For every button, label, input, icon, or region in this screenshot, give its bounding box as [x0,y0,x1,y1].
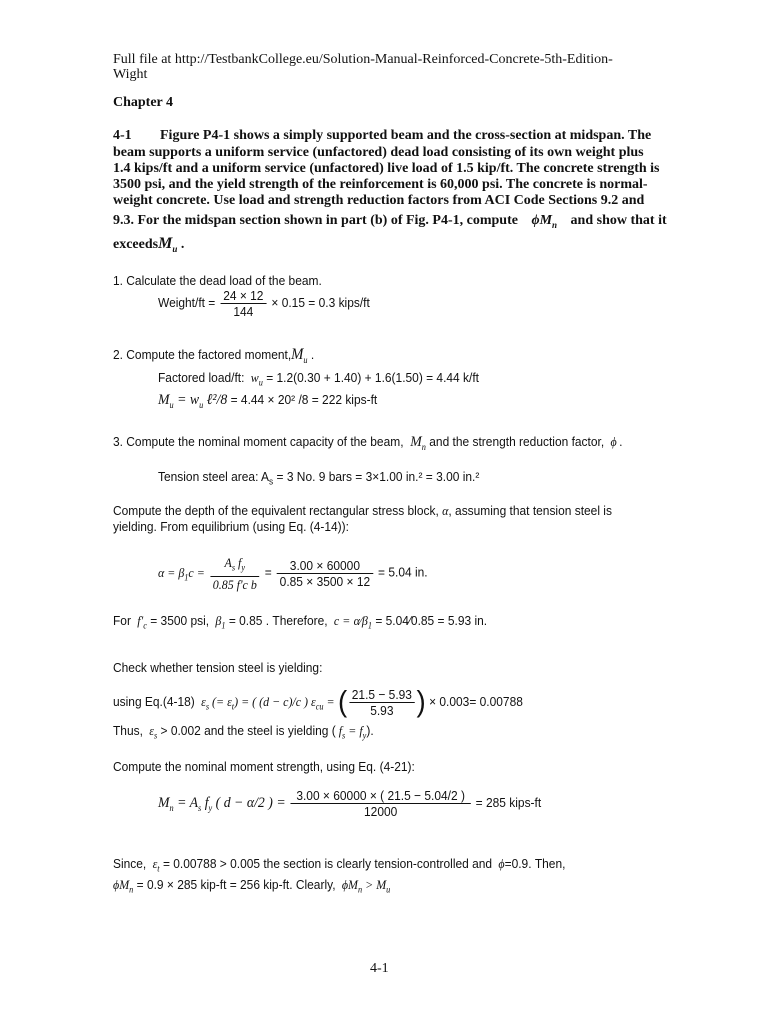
mn-unit: kips-ft [509,794,542,810]
since-c: =0.9. Then, [504,856,566,871]
step1-title: 1. Calculate the dead load of the beam. [113,273,322,288]
weight-label: Weight/ft = [158,294,216,310]
c-equation: For $f'_c = 3500$ psi, $\beta_1 = 0.85$ . Therefore, $c = \alpha⁄\beta_1$ = 5.04⁄0.85 = 5.93 in. [113,613,488,631]
alpha-fraction-numeric [277,558,373,589]
problem-line-2: beam supports a uniform service (unfactored) dead load consisting of its own weight plus [113,145,644,160]
depth-line-1-text: Compute the depth of the equivalent rectangular stress block, [113,503,439,518]
wu-symbol: $w_u$ [247,370,263,388]
thus-line [113,722,374,745]
mn-lhs: $M_n = A_s$ $f_y$ ( d − α/2 ) = [158,794,286,813]
problem-line-6-rest: and show that it [570,213,667,228]
problem-line-5: weight concrete. Use load and strength reduction factors from ACI Code Sections 9.2 and [113,193,645,208]
nominal-title: Compute the nominal moment strength, using Eq. (4-21): [113,759,415,774]
for-label: For [113,613,131,628]
page-number: 4-1 [370,961,389,976]
tension-area-line: Tension steel area: $A_s = 3$ No. 9 bars = 3×1.00 in.² = 3.00 in.² [158,469,480,487]
step1-equation [158,288,370,319]
c-den: 0.85 [410,613,435,628]
fs-fy-symbol: $f_s = f_y$ [335,723,367,741]
mn-symbol: $M_n$ [406,434,426,452]
beta-symbol: $\beta_1$ [212,613,226,631]
using-eq: using Eq.(4-18) [113,693,195,709]
since-a: Since, [113,856,147,871]
c-symbol: c = [330,613,351,628]
source-url-line1: Full file at http://TestbankCollege.eu/Solution-Manual-Reinforced-Concrete-5th-Edition- [113,52,613,67]
weight-fraction-num: 24 × 12 [220,288,266,304]
eps-t-symbol: $\varepsilon_t$ [149,856,160,874]
strain-frac-num: 21.5 − 5.93 [349,687,415,703]
factored-load-eq: = 1.2(0.30 + 1.40) + 1.6(1.50) = 4.44 k/ft [266,370,479,385]
mn-num-frac-den: 2 [451,788,458,803]
strain-fraction [349,687,415,718]
beta-eq: = 0.85 . Therefore, [228,613,328,628]
step3-title [113,433,623,456]
alpha-symbol: α [442,503,449,518]
mn-equation [158,788,541,819]
left-paren: ( [337,685,348,719]
as-symbol: A [224,555,232,570]
problem-line-1: Figure P4-1 shows a simply supported beam and the cross-section at midspan. The [160,128,652,143]
depth-line-1b: , assuming that tension steel is [448,503,612,518]
strain-equation [113,687,523,718]
strain-lhs: $\varepsilon_s$ (= $\varepsilon_t$) = ( (d − c)/c ) $\varepsilon_{cu}$ = [198,693,335,712]
alpha-equation: $\alpha = \beta_1c$ = $\frac{A_s f_y}{\text{0.85 f'c b}}$ = $\frac{3.00 \times 60000}{0.85 \times 3500 \times 12}$ = 5.04 in. [158,555,428,592]
alpha-result: = 5.04 in. [378,564,428,580]
moment-line [158,391,377,414]
mn-num-frac-num: 5.04 [424,788,448,803]
problem-line-6 [113,212,667,234]
thus-b: > 0.002 and the steel is yielding ( [160,723,336,738]
phi-mn-symbol-2: $\phi M_n$ [113,877,134,895]
since-b: = 0.00788 > 0.005 the section is clearly tension-controlled and [162,856,493,871]
alpha-lhs: $\alpha = \beta_1c$ = [158,564,205,583]
c-num: 5.04 [385,613,409,628]
depth-line-2: yielding. From equilibrium (using Eq. (4-14)): [113,519,349,534]
check-title: Check whether tension steel is yielding: [113,660,323,675]
problem-line-3: 1.4 kips/ft and a uniform service (unfactored) live load of 1.5 kip/ft. The concrete strength is [113,161,660,176]
alpha-over-beta: $\alpha⁄\beta_1$ [353,613,373,631]
weight-fraction [220,288,266,319]
step3-title-b: and the strength reduction factor, [429,434,605,449]
mn-frac-num: 3.00 × 60000 × ( 21.5 − 5.04/2 ) [291,788,471,804]
strain-result: × 0.003= 0.00788 [429,693,523,709]
tension-area-rest: = 3 No. 9 bars = 3×1.00 in.² = 3.00 in.² [276,469,480,484]
thus-a: Thus, [113,723,143,738]
fc-eq: = 3500 psi, [150,613,210,628]
moment-eq: = 4.44 × 20² /8 = 222 kips-ft [230,392,378,407]
phi-symbol-2: ϕ [495,856,505,871]
final-a: = 0.9 × 285 kip-ft = 256 kip-ft. Clearly, [136,877,336,892]
fc-symbol: $f'_c$ [134,613,147,631]
phi-symbol: ϕ . [607,434,623,449]
mu-symbol-3: $M_u = w_u$ ℓ²/8 [158,392,228,410]
alpha-frac-den2: 0.85 × 3500 × 12 [279,573,371,589]
alpha-frac-num2: 3.00 × 60000 [277,558,373,574]
weight-fraction-den: 144 [233,304,254,319]
thus-c: ). [366,723,374,738]
final-line [113,876,390,899]
mn-fraction [291,788,471,819]
problem-line-6-text: 9.3. For the midspan section shown in part (b) of Fig. P4-1, compute [113,213,518,228]
factored-load-line [158,369,479,392]
alpha-frac-num: $A_s$ $f_y$ [210,555,260,577]
problem-line-7: exceedsM$_u$ . [113,235,185,255]
eps-s-symbol: $\varepsilon_s$ [146,723,158,741]
step2-title-text: 2. Compute the factored moment, [113,347,292,362]
phi-mn-symbol: $\phi M_n$ [531,213,558,230]
depth-line-1 [113,502,612,519]
step2-title: 2. Compute the factored $moment,M_u$ . [113,346,315,366]
source-url-line2: Wight [113,67,148,82]
mu-symbol: $M_u$ [158,235,178,255]
weight-result: × 0.15 = 0.3 kips/ft [271,294,370,310]
problem-number: 4-1 [113,128,132,143]
c-result: = 5.93 in. [437,613,488,628]
mu-symbol-2: $M_u$ [291,346,308,366]
alpha-frac-den: 0.85 f'c b [212,576,257,592]
tension-area-label: Tension steel area: A [158,469,270,484]
mn-frac-den: 12000 [364,804,398,819]
problem-line-4: 3500 psi, and the yield strength of the reinforcement is 60,000 psi. The concrete is normal- [113,177,648,192]
strain-frac-den: 5.93 [370,703,394,718]
since-line [113,855,565,878]
step3-title-a: 3. Compute the nominal moment capacity of the beam, [113,434,404,449]
mn-num-b: 21.5 − [387,788,422,803]
mn-num-a: 3.00 × 60000 × [296,788,377,803]
chapter-heading: Chapter 4 [113,95,174,110]
mn-result: = 285 [475,794,506,810]
final-inequality: $\phi M_n > M_u$ [338,877,391,895]
factored-load-label: Factored load/ft: [158,370,245,385]
problem-line-7-text: exceeds [113,237,159,252]
right-paren: ) [416,685,426,719]
alpha-fraction-symbolic [210,555,260,592]
